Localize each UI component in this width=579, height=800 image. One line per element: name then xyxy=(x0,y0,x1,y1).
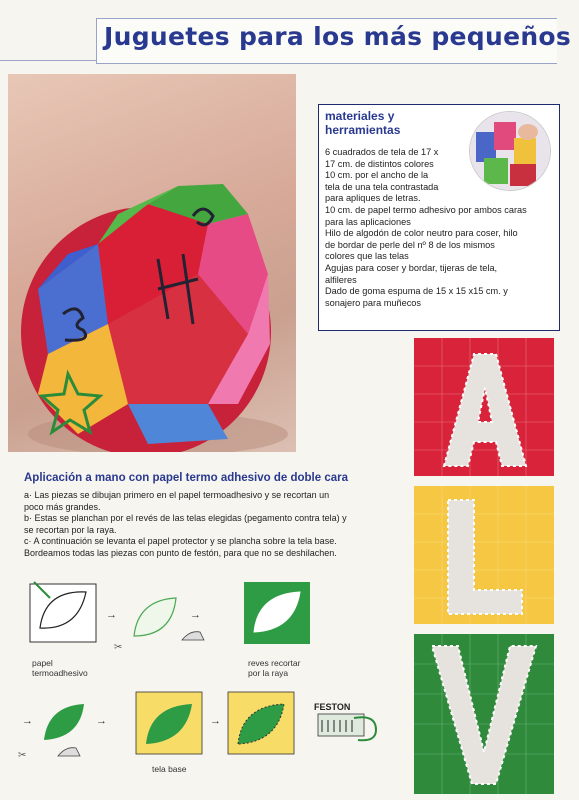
materials-line: colores que las telas xyxy=(325,251,409,262)
label-line: por la raya xyxy=(248,668,289,678)
svg-text:→: → xyxy=(210,715,221,727)
svg-text:→: → xyxy=(22,715,33,727)
svg-text:→: → xyxy=(190,609,201,621)
materials-line: Agujas para coser y bordar, tijeras de tela, xyxy=(325,262,498,273)
materials-line: alfileres xyxy=(325,274,357,285)
materials-line: para apliques de letras. xyxy=(325,193,421,204)
letter-tile-v xyxy=(414,634,554,794)
svg-text:→: → xyxy=(96,715,107,727)
materials-box xyxy=(318,104,560,331)
materials-line: 10 cm. de papel termo adhesivo por ambos caras xyxy=(325,204,527,215)
step-line: poco más grandes. xyxy=(24,501,101,512)
materials-line: tela de una tela contrastada xyxy=(325,181,439,192)
letter-tile-a xyxy=(414,338,554,476)
label-tela-base: tela base xyxy=(152,764,187,774)
letter-tile-l xyxy=(414,486,554,624)
label-line: papel xyxy=(32,658,53,668)
materials-line: 10 cm. por el ancho de la xyxy=(325,170,429,181)
step-line: Bordeamos todas las piezas con punto de festón, para que no se deshilachen. xyxy=(24,547,337,558)
materials-line: sonajero para muñecos xyxy=(325,297,422,308)
materials-line: 17 cm. de distintos colores xyxy=(325,158,434,169)
steps-text xyxy=(24,490,404,560)
materials-line: Hilo de algodón de color neutro para coser, hilo xyxy=(325,228,518,239)
materials-list xyxy=(325,147,553,309)
materials-line: para las aplicaciones xyxy=(325,216,411,227)
svg-text:✂: ✂ xyxy=(114,642,123,653)
step-line: c· A continuación se levanta el papel protector y se plancha sobre la tela base. xyxy=(24,536,337,547)
title-rule xyxy=(0,60,96,61)
label-line: termoadhesivo xyxy=(32,668,88,678)
step-line: se recortan por la raya. xyxy=(24,524,117,535)
svg-text:✂: ✂ xyxy=(18,750,27,761)
section-heading: Aplicación a mano con papel termo adhesivo de doble cara xyxy=(24,472,349,484)
svg-text:→: → xyxy=(106,609,117,621)
materials-line: de bordar de perle del nº 8 de los mismos xyxy=(325,239,495,250)
process-diagram xyxy=(0,578,410,800)
label-line: reves recortar xyxy=(248,658,301,668)
label-reves xyxy=(248,658,300,678)
materials-line: 6 cuadrados de tela de 17 x xyxy=(325,147,439,157)
fabric-ball-illustration xyxy=(8,74,296,452)
materials-line: Dado de goma espuma de 15 x 15 x15 cm. y xyxy=(325,286,508,297)
page-title: Juguetes para los más pequeños xyxy=(104,22,572,51)
label-feston: FESTON xyxy=(314,702,351,712)
step-line: b· Estas se planchan por el revés de las telas elegidas (pegamento contra tela) y xyxy=(24,513,347,524)
ball-photo xyxy=(8,74,296,452)
label-papel xyxy=(32,658,88,678)
materials-heading: materiales y herramientas xyxy=(325,109,401,137)
step-line: a· Las piezas se dibujan primero en el papel termoadhesivo y se recortan un xyxy=(24,490,330,500)
